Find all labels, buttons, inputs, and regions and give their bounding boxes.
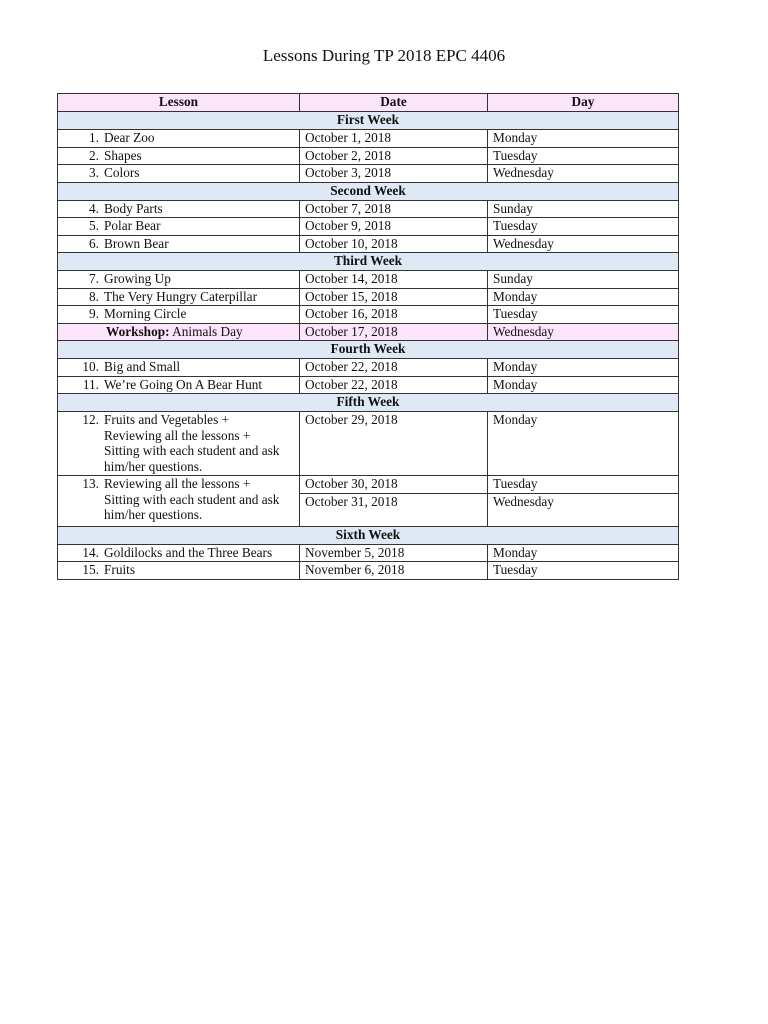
- lesson-row: [58, 235, 679, 253]
- date-cell: October 30, 2018: [300, 476, 488, 494]
- lesson-title: Fruits: [104, 562, 136, 577]
- lesson-number: 15.: [82, 562, 99, 577]
- day-cell: Monday: [488, 544, 679, 562]
- date-cell: October 7, 2018: [300, 200, 488, 218]
- day-cell: Tuesday: [488, 306, 679, 324]
- lesson-number: 1.: [89, 130, 99, 145]
- lesson-number: 9.: [89, 306, 99, 321]
- date-cell: October 2, 2018: [300, 147, 488, 165]
- week-label: First Week: [58, 112, 679, 130]
- lesson-cell: [58, 271, 300, 289]
- lesson-cell: [58, 376, 300, 394]
- lesson-title: Goldilocks and the Three Bears: [104, 544, 273, 560]
- lesson-title: The Very Hungry Caterpillar: [104, 288, 257, 304]
- lesson-title: Growing Up: [104, 271, 171, 286]
- lesson-cell: [58, 147, 300, 165]
- lesson-title: Colors: [104, 165, 140, 180]
- week-label: Second Week: [58, 182, 679, 200]
- day-cell: Wednesday: [488, 165, 679, 183]
- lesson-title: Reviewing all the lessons +: [104, 476, 251, 491]
- lesson-number: 14.: [82, 544, 99, 560]
- lesson-title-line: him/her questions.: [104, 458, 203, 474]
- lesson-row: [58, 130, 679, 148]
- lesson-cell: [58, 218, 300, 236]
- day-cell: Tuesday: [488, 147, 679, 165]
- lesson-row: [58, 271, 679, 289]
- workshop-row: [58, 323, 679, 341]
- lesson-cell: [58, 130, 300, 148]
- lesson-number: 12.: [82, 412, 99, 427]
- lesson-row: [58, 147, 679, 165]
- date-cell: October 9, 2018: [300, 218, 488, 236]
- lesson-row: [58, 359, 679, 377]
- day-cell: Wednesday: [488, 493, 679, 526]
- lesson-number: 6.: [89, 235, 99, 251]
- lesson-title-line: Reviewing all the lessons +: [104, 427, 251, 443]
- lesson-title: Dear Zoo: [104, 130, 155, 145]
- lesson-title: Fruits and Vegetables +: [104, 412, 230, 427]
- lesson-row: [58, 544, 679, 562]
- week-label: Third Week: [58, 253, 679, 271]
- lesson-cell: [58, 562, 300, 580]
- date-cell: October 1, 2018: [300, 130, 488, 148]
- lesson-title: Polar Bear: [104, 218, 161, 233]
- lesson-row: [58, 165, 679, 183]
- lesson-title-line: Sitting with each student and ask: [104, 443, 280, 458]
- day-cell: Monday: [488, 359, 679, 377]
- lesson-cell: [58, 306, 300, 324]
- lesson-row: [58, 288, 679, 306]
- lesson-cell: [58, 476, 300, 527]
- lesson-cell: [58, 288, 300, 306]
- lesson-title: Shapes: [104, 147, 142, 163]
- lesson-title: Morning Circle: [104, 306, 187, 321]
- day-cell: Monday: [488, 376, 679, 394]
- lesson-cell: [58, 165, 300, 183]
- lesson-number: 11.: [82, 376, 99, 392]
- week-header-row: [58, 182, 679, 200]
- day-cell: Sunday: [488, 200, 679, 218]
- lesson-number: 10.: [82, 359, 99, 374]
- lesson-row: [58, 200, 679, 218]
- lesson-row: [58, 562, 679, 580]
- day-cell: Wednesday: [488, 323, 679, 341]
- date-column-header: Date: [300, 94, 488, 112]
- lesson-number: 8.: [89, 288, 99, 304]
- day-cell: Tuesday: [488, 218, 679, 236]
- date-cell: October 22, 2018: [300, 359, 488, 377]
- date-cell: October 29, 2018: [300, 412, 488, 476]
- week-header-row: [58, 526, 679, 544]
- lesson-title-line: Sitting with each student and ask: [104, 491, 280, 507]
- week-header-row: [58, 112, 679, 130]
- day-cell: Monday: [488, 412, 679, 476]
- day-column-header: Day: [488, 94, 679, 112]
- lesson-row: [58, 412, 679, 476]
- lesson-number: 13.: [82, 476, 99, 491]
- table-header-row: [58, 94, 679, 112]
- day-cell: Tuesday: [488, 476, 679, 494]
- lesson-column-header: Lesson: [58, 94, 300, 112]
- lesson-row: [58, 218, 679, 236]
- workshop-label: Workshop:: [106, 323, 170, 339]
- day-cell: Wednesday: [488, 235, 679, 253]
- lesson-cell: [58, 200, 300, 218]
- week-label: Sixth Week: [58, 526, 679, 544]
- date-cell: October 15, 2018: [300, 288, 488, 306]
- lesson-cell: [58, 412, 300, 476]
- date-cell: October 16, 2018: [300, 306, 488, 324]
- workshop-cell: [58, 323, 300, 341]
- lesson-cell: [58, 544, 300, 562]
- lesson-number: 2.: [89, 147, 99, 163]
- week-label: Fifth Week: [58, 394, 679, 412]
- lesson-number: 5.: [89, 218, 99, 233]
- date-cell: October 3, 2018: [300, 165, 488, 183]
- day-cell: Sunday: [488, 271, 679, 289]
- lesson-row: [58, 306, 679, 324]
- lesson-title: Brown Bear: [104, 235, 169, 251]
- date-cell: October 10, 2018: [300, 235, 488, 253]
- lesson-row: [58, 476, 679, 494]
- lesson-number: 3.: [89, 165, 99, 180]
- lesson-cell: [58, 359, 300, 377]
- day-cell: Monday: [488, 288, 679, 306]
- lesson-title-line: him/her questions.: [104, 507, 203, 522]
- lesson-title: We’re Going On A Bear Hunt: [104, 376, 263, 392]
- lesson-title: Big and Small: [104, 359, 181, 374]
- lesson-number: 4.: [89, 200, 99, 216]
- lesson-title: Body Parts: [104, 200, 163, 216]
- week-header-row: [58, 253, 679, 271]
- week-header-row: [58, 394, 679, 412]
- date-cell: November 5, 2018: [300, 544, 488, 562]
- page-title: Lessons During TP 2018 EPC 4406: [262, 46, 506, 65]
- date-cell: November 6, 2018: [300, 562, 488, 580]
- week-label: Fourth Week: [58, 341, 679, 359]
- lesson-row: [58, 376, 679, 394]
- lesson-number: 7.: [89, 271, 99, 286]
- lessons-table: [57, 93, 679, 580]
- day-cell: Monday: [488, 130, 679, 148]
- date-cell: October 22, 2018: [300, 376, 488, 394]
- date-cell: October 14, 2018: [300, 271, 488, 289]
- date-cell: October 31, 2018: [300, 493, 488, 526]
- date-cell: October 17, 2018: [300, 323, 488, 341]
- lesson-cell: [58, 235, 300, 253]
- workshop-title: Animals Day: [169, 323, 243, 339]
- day-cell: Tuesday: [488, 562, 679, 580]
- week-header-row: [58, 341, 679, 359]
